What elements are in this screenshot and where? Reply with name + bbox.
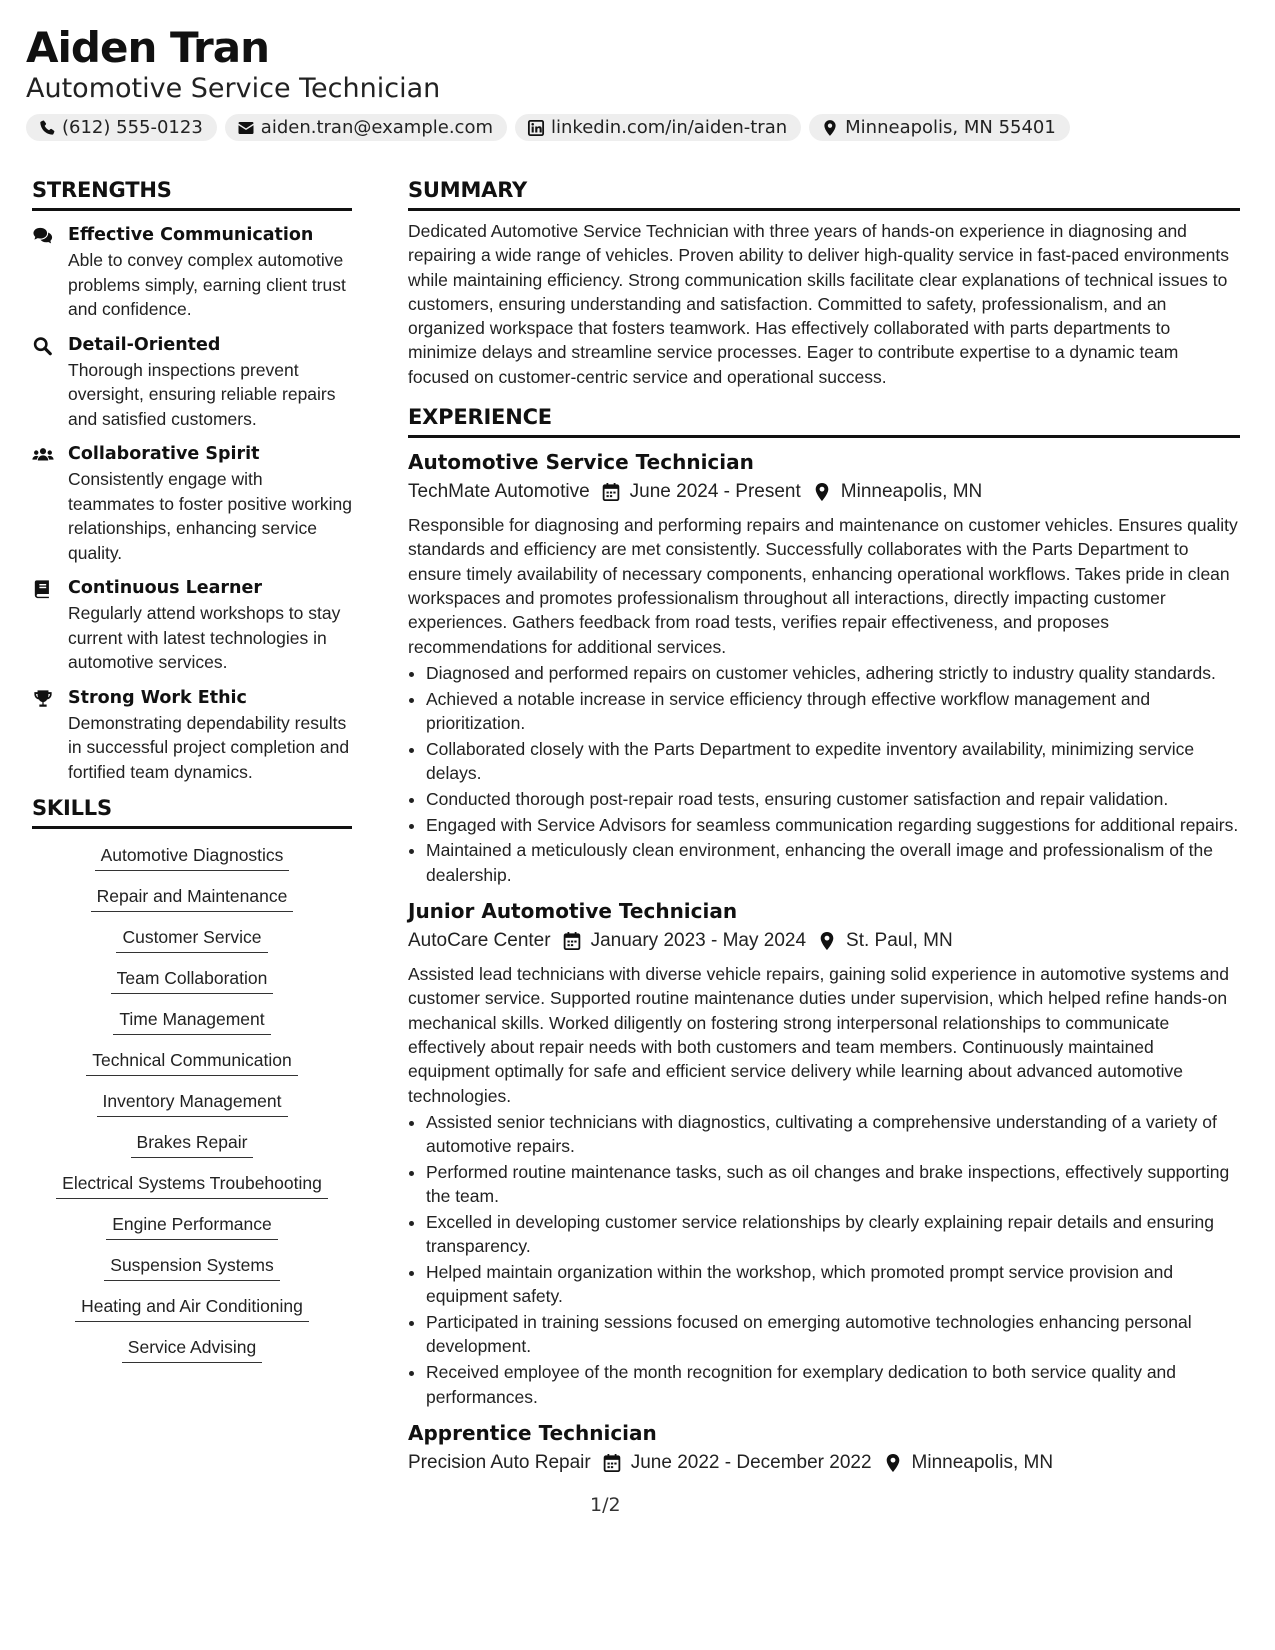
- job-location: Minneapolis, MN: [840, 481, 983, 503]
- strength-description: Demonstrating dependability results in successful project completion and fortified team dynamics.: [68, 712, 350, 782]
- skill-item: Electrical Systems Troubehooting: [56, 1171, 328, 1199]
- skill-item: Heating and Air Conditioning: [75, 1294, 309, 1322]
- calendar-icon: [563, 931, 591, 951]
- job-dates: January 2023 - May 2024: [590, 930, 807, 952]
- job-bullets: [408, 661, 1240, 887]
- contact-phone[interactable]: [26, 114, 217, 141]
- job-title: Junior Automotive Technician: [408, 899, 738, 924]
- skills-section: [32, 796, 352, 1363]
- job-bullet: • Maintained a meticulously clean environment, enhancing the overall image and professionalism of the dealership.: [426, 838, 1240, 887]
- strength-title: Continuous Learner: [68, 578, 263, 598]
- job-bullet: • Conducted thorough post-repair road tests, ensuring customer satisfaction and repair validation.: [426, 787, 1240, 811]
- job-description: Responsible for diagnosing and performing repairs and maintenance on customer vehicles. Ensures quality standards and efficiency are met consistently. Successfully collaborates with the Parts Department to ensure timely availability of necessary components, enhancing operational workflows. Takes pride in clean workspaces and promotes professionalism throughout all interactions, directly impacting customer experiences. Gathers feedback from road tests, verifies repair effectiveness, and proposes recommendations for additional services.: [408, 515, 1238, 657]
- linkedin-text: linkedin.com/in/aiden-tran: [551, 117, 788, 138]
- strengths-heading: STRENGTHS: [32, 178, 352, 211]
- job-bullet: • Performed routine maintenance tasks, such as oil changes and brake inspections, effectively supporting the team.: [426, 1160, 1240, 1209]
- job-company: AutoCare Center: [408, 930, 551, 952]
- calendar-icon: [602, 482, 630, 502]
- job-location: St. Paul, MN: [846, 930, 953, 952]
- job-company: TechMate Automotive: [408, 481, 590, 503]
- job-bullet: • Helped maintain organization within the workshop, which promoted prompt service provision and equipment safety.: [426, 1260, 1240, 1309]
- strength-description: Regularly attend workshops to stay current with latest technologies in automotive services.: [68, 603, 341, 672]
- experience-section: [408, 405, 1240, 1478]
- skill-item: Technical Communication: [86, 1048, 297, 1076]
- experience-heading: EXPERIENCE: [408, 405, 1240, 438]
- strength-item: [32, 686, 352, 785]
- skill-item: Brakes Repair: [131, 1130, 254, 1158]
- job-bullet: • Received employee of the month recognition for exemplary dedication to both service quality and performances.: [426, 1360, 1240, 1409]
- book-icon: [32, 576, 56, 675]
- contact-bar: [26, 114, 1070, 141]
- job-meta: [408, 477, 1240, 507]
- job-entry: [408, 1419, 1240, 1478]
- summary-section: [408, 178, 1240, 389]
- job-bullet: • Assisted senior technicians with diagnostics, cultivating a comprehensive understanding of a variety of automotive repairs.: [426, 1110, 1240, 1159]
- job-bullet: • Excelled in developing customer service relationships by clearly explaining repair details and ensuring transparency.: [426, 1210, 1240, 1259]
- job-bullet: • Collaborated closely with the Parts Department to expedite inventory availability, minimizing service delays.: [426, 737, 1240, 786]
- summary-text: Dedicated Automotive Service Technician with three years of hands-on experience in diagnosing and repairing a wide range of vehicles. Proven ability to deliver high-quality service in fast-paced environments while maintaining efficiency. Strong communication skills facilitate clear explanations of technical issues to customers, ensuring understanding and satisfaction. Committed to safety, professionalism, and an organized workspace that fosters teamwork. Has effectively collaborated with parts departments to minimize delays and streamline service processes. Eager to contribute expertise to a dynamic team focused on customer-centric service and operational success.: [408, 221, 1229, 387]
- job-dates: June 2022 - December 2022: [630, 1451, 872, 1473]
- strengths-section: [32, 178, 352, 784]
- strength-title: Strong Work Ethic: [68, 687, 247, 708]
- job-description: Assisted lead technicians with diverse vehicle repairs, gaining solid experience in automotive systems and customer service. Supported routine maintenance duties under supervision, which helped refine hands-on mechanical skills. Worked diligently on fostering strong interpersonal relationships to communicate effectively about repair needs with both customers and team members. Continuously maintained equipment optimally for safe and efficient service delivery while learning about advanced automotive technologies.: [408, 964, 1229, 1106]
- job-bullet: • Participated in training sessions focused on emerging automotive technologies enhancing personal development.: [426, 1310, 1240, 1359]
- skill-item: Inventory Management: [97, 1089, 288, 1117]
- skill-item: Engine Performance: [106, 1212, 278, 1240]
- job-entry: [408, 448, 1240, 887]
- skill-item: Time Management: [113, 1007, 270, 1035]
- calendar-icon: [603, 1453, 631, 1473]
- strength-title: Detail-Oriented: [68, 334, 221, 355]
- summary-heading: SUMMARY: [408, 178, 1240, 211]
- job-bullet: • Engaged with Service Advisors for seamless communication regarding suggestions for additional repairs.: [426, 813, 1240, 837]
- strength-item: [32, 333, 352, 432]
- contact-email[interactable]: [225, 114, 507, 141]
- job-bullet: • Diagnosed and performed repairs on customer vehicles, adhering strictly to industry quality standards.: [426, 661, 1240, 685]
- strength-item: [32, 223, 352, 322]
- email-icon: [237, 119, 255, 137]
- job-bullet: • Achieved a notable increase in service efficiency through effective workflow management and prioritization.: [426, 687, 1240, 736]
- location-pin-icon: [884, 1453, 912, 1473]
- phone-icon: [38, 119, 56, 137]
- skill-item: Service Advising: [122, 1335, 262, 1363]
- skill-item: Team Collaboration: [111, 966, 274, 994]
- trophy-icon: [32, 686, 56, 785]
- comments-icon: [32, 223, 56, 322]
- phone-text: (612) 555-0123: [62, 117, 203, 138]
- linkedin-icon: [527, 119, 545, 137]
- job-dates: June 2024 - Present: [629, 481, 801, 503]
- strength-description: Thorough inspections prevent oversight, ensuring reliable repairs and satisfied customers.: [68, 359, 336, 429]
- job-location: Minneapolis, MN: [911, 1451, 1054, 1473]
- left-column: [32, 178, 352, 1376]
- job-entry: [408, 897, 1240, 1409]
- location-pin-icon: [818, 931, 846, 951]
- location-pin-icon: [813, 482, 841, 502]
- contact-location[interactable]: [809, 114, 1070, 141]
- candidate-name: Aiden Tran: [26, 23, 269, 72]
- skill-item: Automotive Diagnostics: [95, 843, 290, 871]
- location-pin-icon: [821, 119, 839, 137]
- contact-linkedin[interactable]: [515, 114, 801, 141]
- search-icon: [32, 333, 56, 432]
- skills-heading: SKILLS: [32, 796, 352, 829]
- email-text: aiden.tran@example.com: [260, 117, 493, 138]
- strength-description: Able to convey complex automotive problems simply, earning client trust and confidence.: [68, 250, 346, 319]
- strength-title: Collaborative Spirit: [68, 444, 260, 464]
- skill-item: Repair and Maintenance: [91, 884, 294, 912]
- job-company: Precision Auto Repair: [408, 1451, 591, 1473]
- page-number: 1/2: [590, 1494, 621, 1516]
- right-column: [408, 178, 1240, 1478]
- skill-item: Customer Service: [116, 925, 267, 953]
- strength-title: Effective Communication: [68, 225, 314, 245]
- strength-description: Consistently engage with teammates to foster positive working relationships, enhancing service quality.: [68, 469, 353, 563]
- skill-item: Suspension Systems: [104, 1253, 279, 1281]
- job-meta: [408, 926, 1240, 956]
- strength-item: [32, 442, 352, 565]
- job-meta: [408, 1448, 1240, 1478]
- candidate-title: Automotive Service Technician: [26, 73, 441, 104]
- strength-item: [32, 576, 352, 675]
- job-bullets: [408, 1110, 1240, 1409]
- job-title: Automotive Service Technician: [408, 450, 754, 475]
- location-text: Minneapolis, MN 55401: [845, 117, 1056, 138]
- users-icon: [32, 442, 56, 565]
- job-title: Apprentice Technician: [408, 1420, 657, 1445]
